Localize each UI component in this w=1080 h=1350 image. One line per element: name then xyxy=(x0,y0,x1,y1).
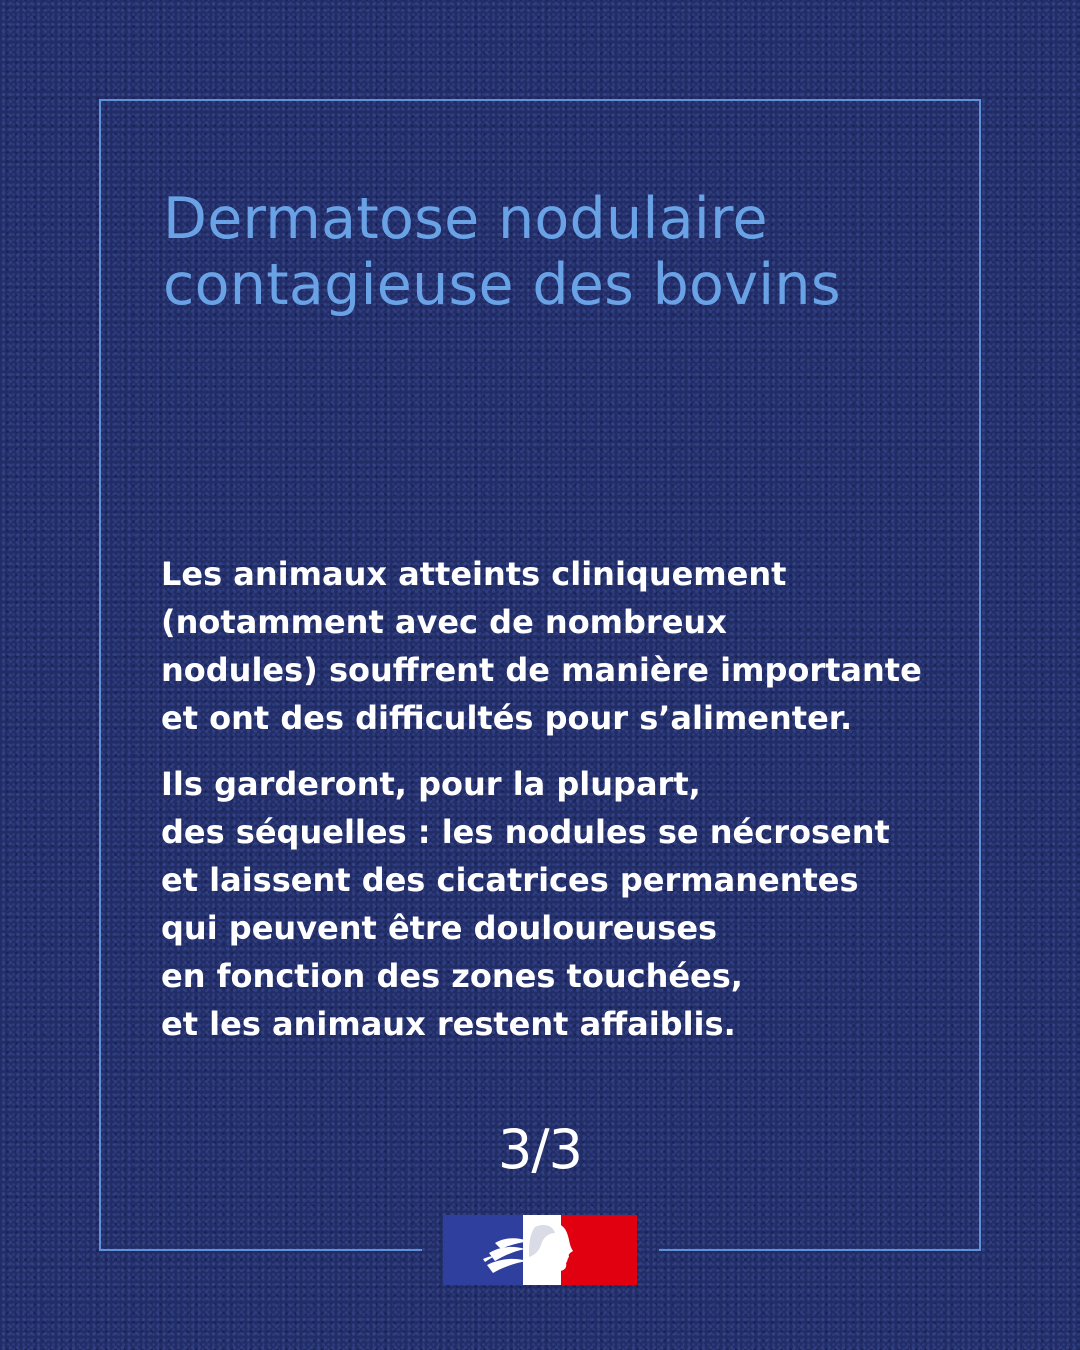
paragraph-1-line: et ont des difficultés pour s’alimenter. xyxy=(161,699,853,737)
title-line-1: Dermatose nodulaire xyxy=(163,186,768,252)
paragraph-2-line: des séquelles : les nodules se nécrosent xyxy=(161,813,890,851)
frame-bottom-left-line xyxy=(99,1249,422,1251)
paragraph-1 xyxy=(161,550,951,742)
paragraph-2-line: Ils garderont, pour la plupart, xyxy=(161,765,701,803)
page-indicator: 3/3 xyxy=(498,1118,582,1181)
frame-bottom-right-line xyxy=(659,1249,981,1251)
paragraph-1-line: nodules) souffrent de manière importante xyxy=(161,651,922,689)
paragraph-2-line: qui peuvent être douloureuses xyxy=(161,909,718,947)
title-line-2: contagieuse des bovins xyxy=(163,252,841,318)
marianne-logo-icon xyxy=(443,1215,637,1285)
paragraph-1-line: (notamment avec de nombreux xyxy=(161,603,727,641)
paragraph-2-line: et les animaux restent affaiblis. xyxy=(161,1005,736,1043)
body-text xyxy=(161,550,951,1048)
paragraph-2-line: et laissent des cicatrices permanentes xyxy=(161,861,859,899)
page-title xyxy=(163,186,963,318)
paragraph-2-line: en fonction des zones touchées, xyxy=(161,957,743,995)
paragraph-1-line: Les animaux atteints cliniquement xyxy=(161,555,787,593)
paragraph-2 xyxy=(161,760,951,1048)
